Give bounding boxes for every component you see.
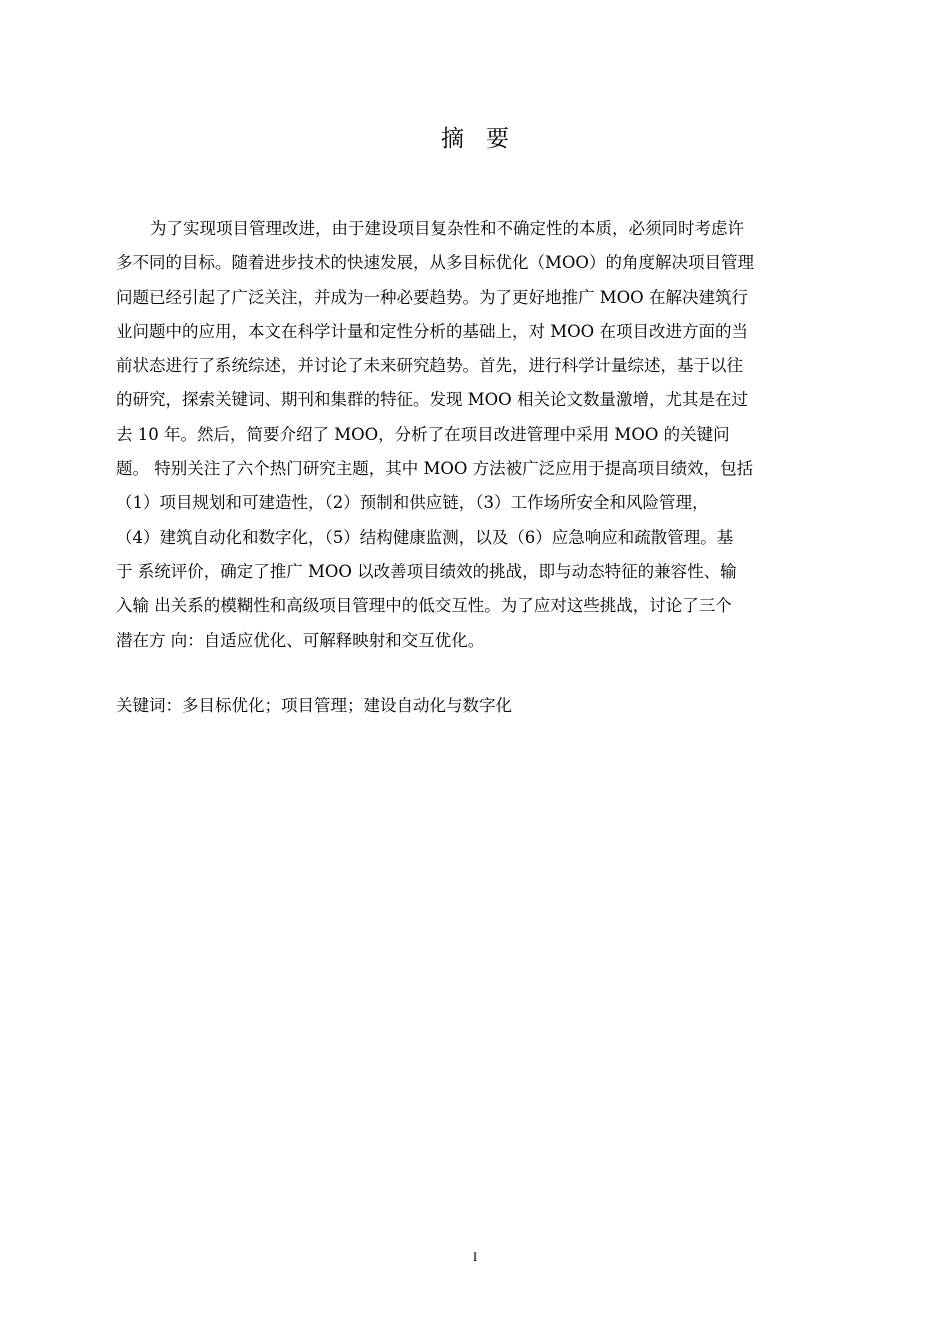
abstract-line: 的研究，探索关键词、期刊和集群的特征。发现 MOO 相关论文数量激增，尤其是在过 bbox=[116, 390, 748, 410]
abstract-line: 为了实现项目管理改进，由于建设项目复杂性和不确定性的本质，必须同时考虑许 bbox=[150, 219, 744, 238]
page-number: I bbox=[472, 1249, 478, 1264]
abstract-line: 前状态进行了系统综述，并讨论了未来研究趋势。首先，进行科学计量综述，基于以往 bbox=[116, 356, 743, 376]
abstract-line: （4）建筑自动化和数字化，（5）结构健康监测，以及（6）应急响应和疏散管理。基 bbox=[116, 527, 734, 547]
abstract-line: 潜在方 向：自适应优化、可解释映射和交互优化。 bbox=[116, 630, 485, 650]
abstract-line: 于 系统评价，确定了推广 MOO 以改善项目绩效的挑战，即与动态特征的兼容性、输 bbox=[116, 561, 737, 581]
keywords-label: 关键词： bbox=[116, 696, 182, 715]
abstract-line: （1）项目规划和可建造性，（2）预制和供应链，（3）工作场所安全和风险管理， bbox=[116, 493, 709, 513]
page-title: 摘要 bbox=[441, 126, 531, 152]
keywords-text: 多目标优化；项目管理；建设自动化与数字化 bbox=[182, 696, 512, 715]
keywords bbox=[116, 689, 512, 723]
abstract-line: 题。 特别关注了六个热门研究主题，其中 MOO 方法被广泛应用于提高项目绩效，包括 bbox=[116, 459, 754, 479]
abstract-line: 去 10 年。然后，简要介绍了 MOO，分析了在项目改进管理中采用 MOO 的关键问 bbox=[116, 424, 730, 444]
abstract-body bbox=[116, 212, 861, 658]
abstract-line: 业问题中的应用，本文在科学计量和定性分析的基础上，对 MOO 在项目改进方面的当 bbox=[116, 321, 748, 341]
abstract-line: 问题已经引起了广泛关注，并成为一种必要趋势。为了更好地推广 MOO 在解决建筑行 bbox=[116, 287, 748, 307]
abstract-line: 多不同的目标。随着进步技术的快速发展，从多目标优化（MOO）的角度解决项目管理 bbox=[116, 253, 754, 273]
abstract-line: 入输 出关系的模糊性和高级项目管理中的低交互性。为了应对这些挑战，讨论了三个 bbox=[116, 596, 732, 616]
